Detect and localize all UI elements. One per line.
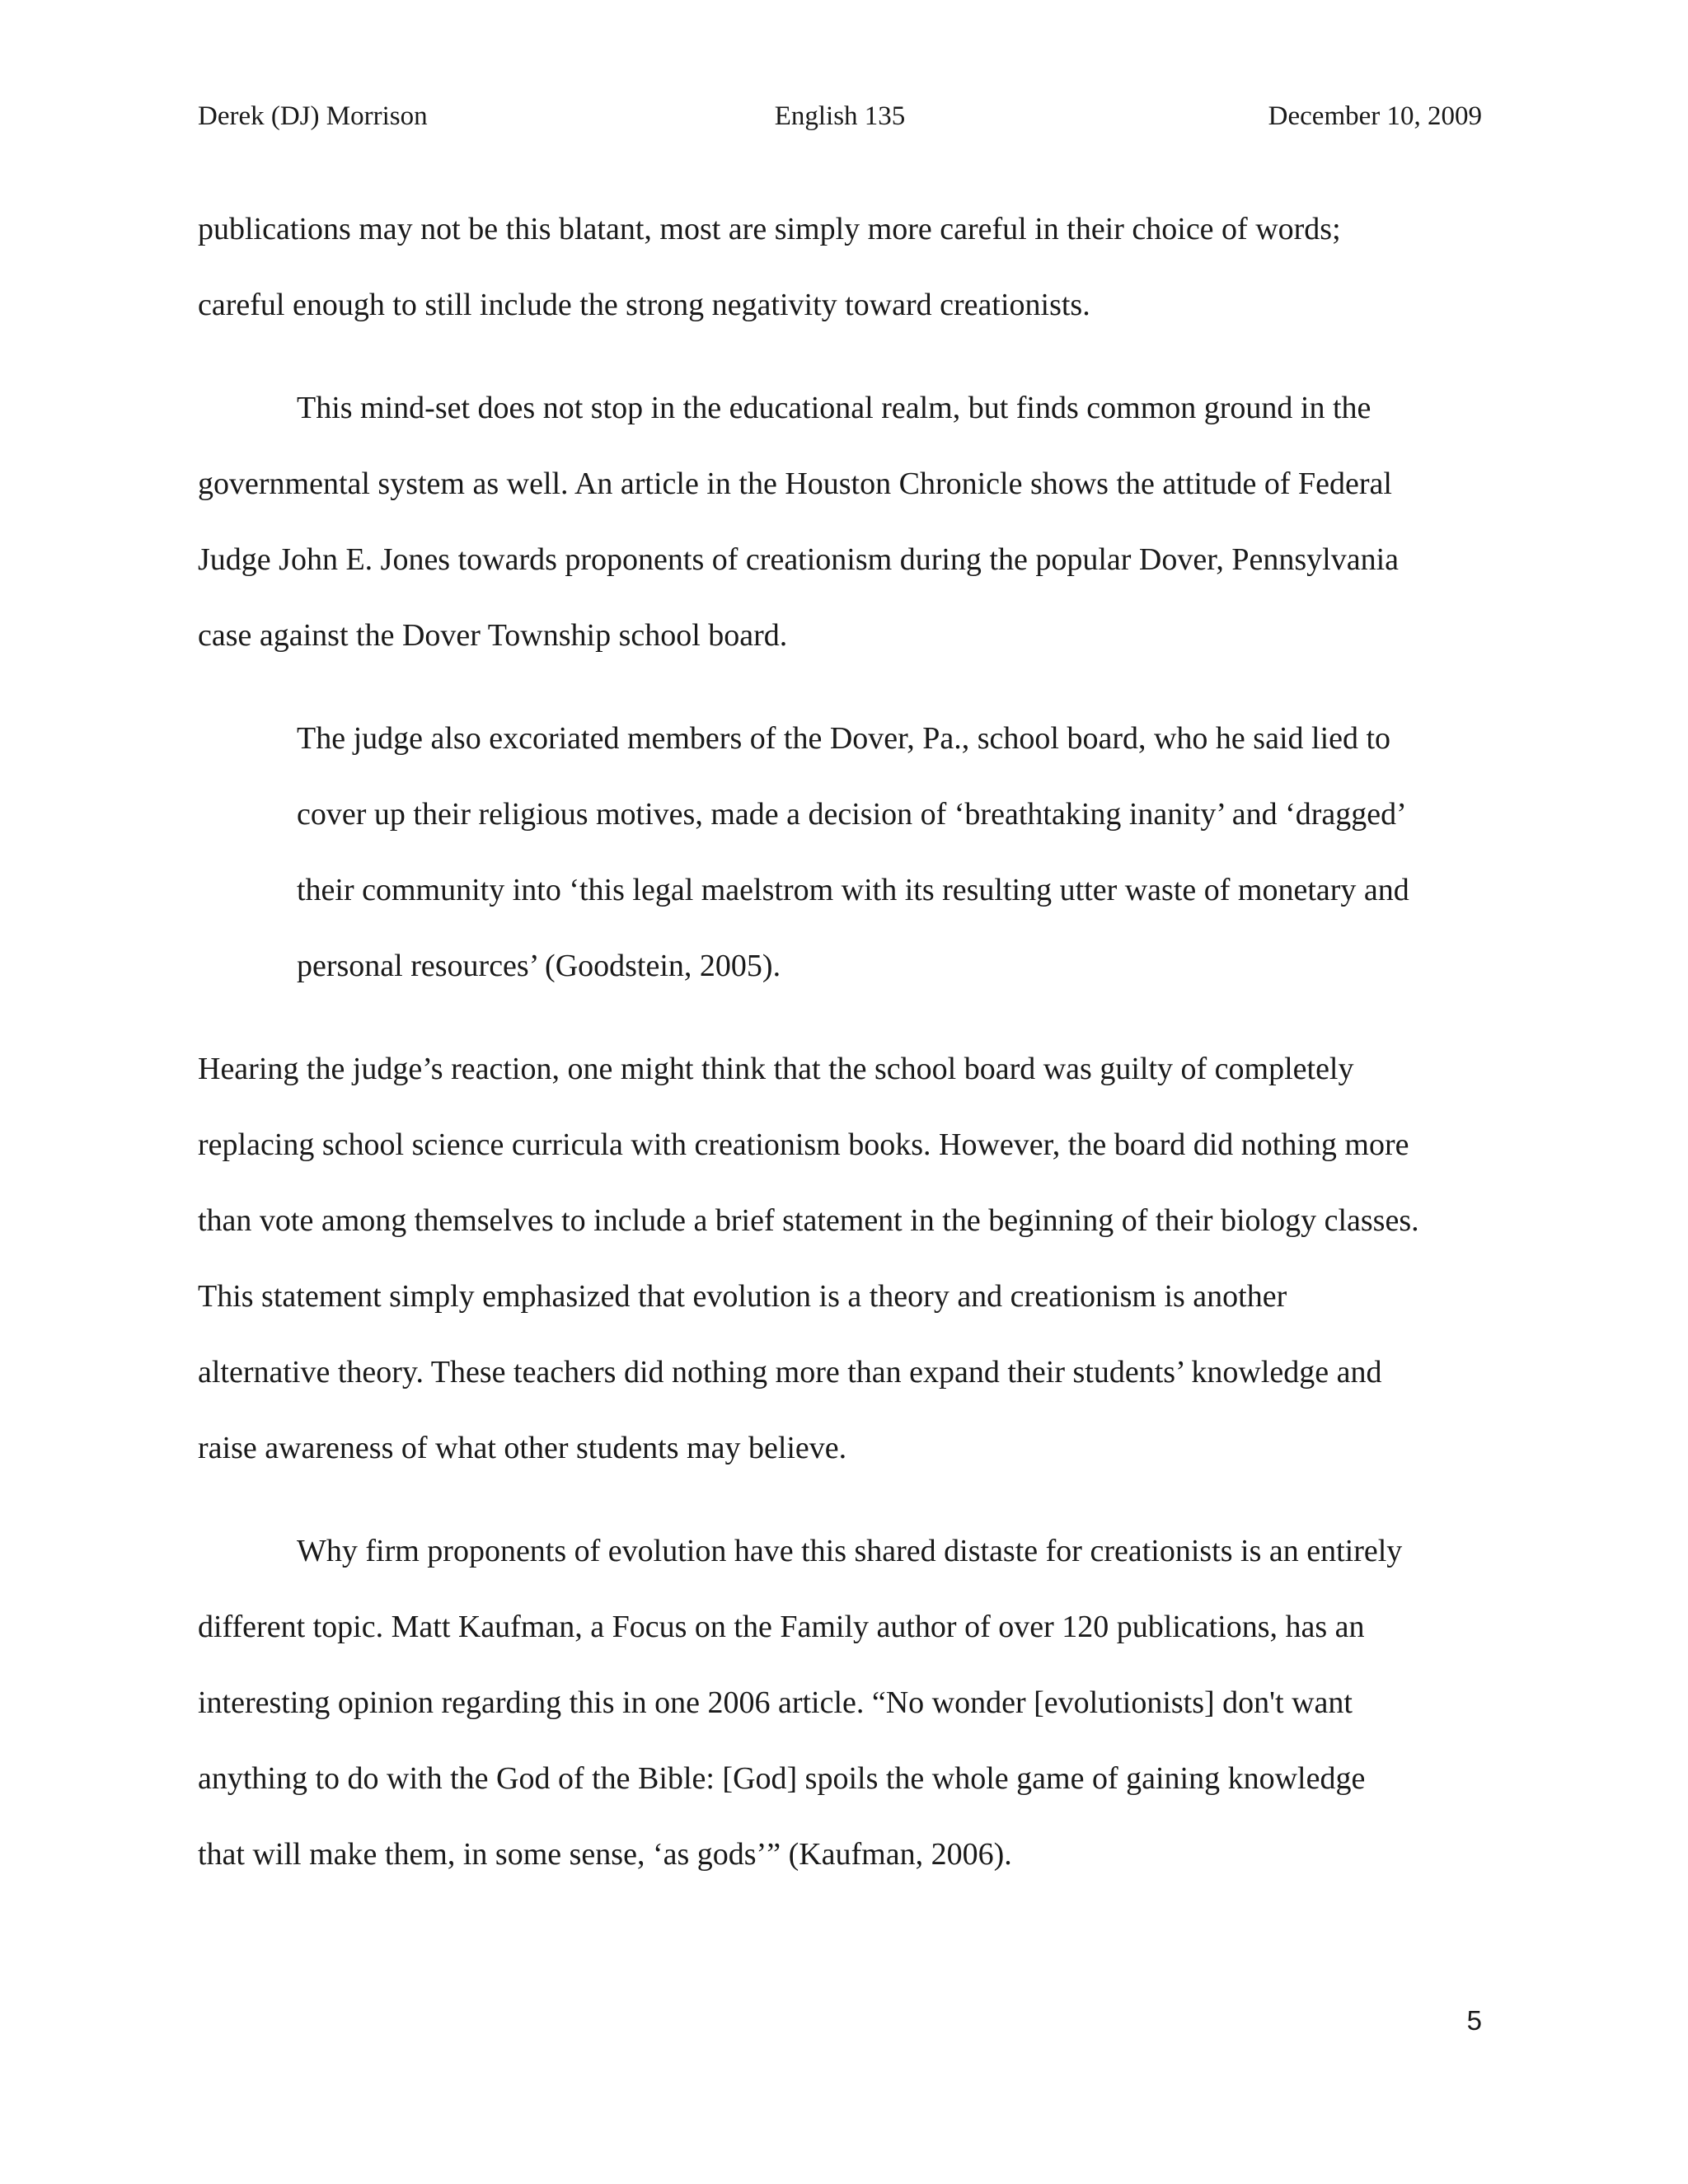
paragraph-judge-reaction [198,1031,1482,1486]
text-line: This statement simply emphasized that evolution is a theory and creationism is another [198,1279,1287,1314]
paragraph-governmental-system [198,370,1482,673]
text-line: anything to do with the God of the Bible: [God] spoils the whole game of gaining knowledge [198,1761,1366,1796]
text-line: replacing school science curricula with creationism books. However, the board did nothing more [198,1127,1409,1162]
text-line: careful enough to still include the strong negativity toward creationists. [198,288,1090,322]
text-line: than vote among themselves to include a brief statement in the beginning of their biology classes. [198,1203,1419,1238]
paragraph-gap [198,343,1482,370]
text-line: personal resources’ (Goodstein, 2005). [297,949,781,983]
text-line: Why firm proponents of evolution have this shared distaste for creationists is an entirely [297,1534,1403,1568]
text-line: Hearing the judge’s reaction, one might think that the school board was guilty of completely [198,1052,1354,1086]
text-line: Judge John E. Jones towards proponents of creationism during the popular Dover, Pennsylvania [198,542,1399,577]
paragraph-gap [198,673,1482,701]
text-line: governmental system as well. An article in the Houston Chronicle shows the attitude of Federal [198,466,1392,501]
text-line: alternative theory. These teachers did nothing more than expand their students’ knowledge and [198,1355,1382,1390]
paragraph-continuation [198,191,1482,343]
text-line: their community into ‘this legal maelstrom with its resulting utter waste of monetary and [297,873,1409,907]
text-line: cover up their religious motives, made a decision of ‘breathtaking inanity’ and ‘dragged’ [297,797,1407,832]
text-line: case against the Dover Township school board. [198,618,788,653]
document-body [198,191,1482,1892]
header-date: December 10, 2009 [1268,101,1482,131]
text-line: that will make them, in some sense, ‘as gods’” (Kaufman, 2006). [198,1837,1012,1872]
text-line: interesting opinion regarding this in one 2006 article. “No wonder [evolutionists] don't want [198,1685,1353,1720]
block-quote [198,701,1482,1004]
text-line: different topic. Matt Kaufman, a Focus on the Family author of over 120 publications, has an [198,1610,1365,1644]
paragraph-gap [198,1486,1482,1513]
text-line: The judge also excoriated members of the Dover, Pa., school board, who he said lied to [297,721,1391,756]
page-header [198,97,1482,135]
paragraph-shared-distaste [198,1513,1482,1892]
header-author: Derek (DJ) Morrison [198,101,428,131]
text-line: raise awareness of what other students may believe. [198,1431,847,1465]
text-line: This mind-set does not stop in the educational realm, but finds common ground in the [297,391,1372,425]
page-number: 5 [1466,2005,1482,2036]
header-course: English 135 [774,101,906,131]
paragraph-gap [198,1004,1482,1031]
text-line: publications may not be this blatant, most are simply more careful in their choice of words; [198,212,1341,246]
